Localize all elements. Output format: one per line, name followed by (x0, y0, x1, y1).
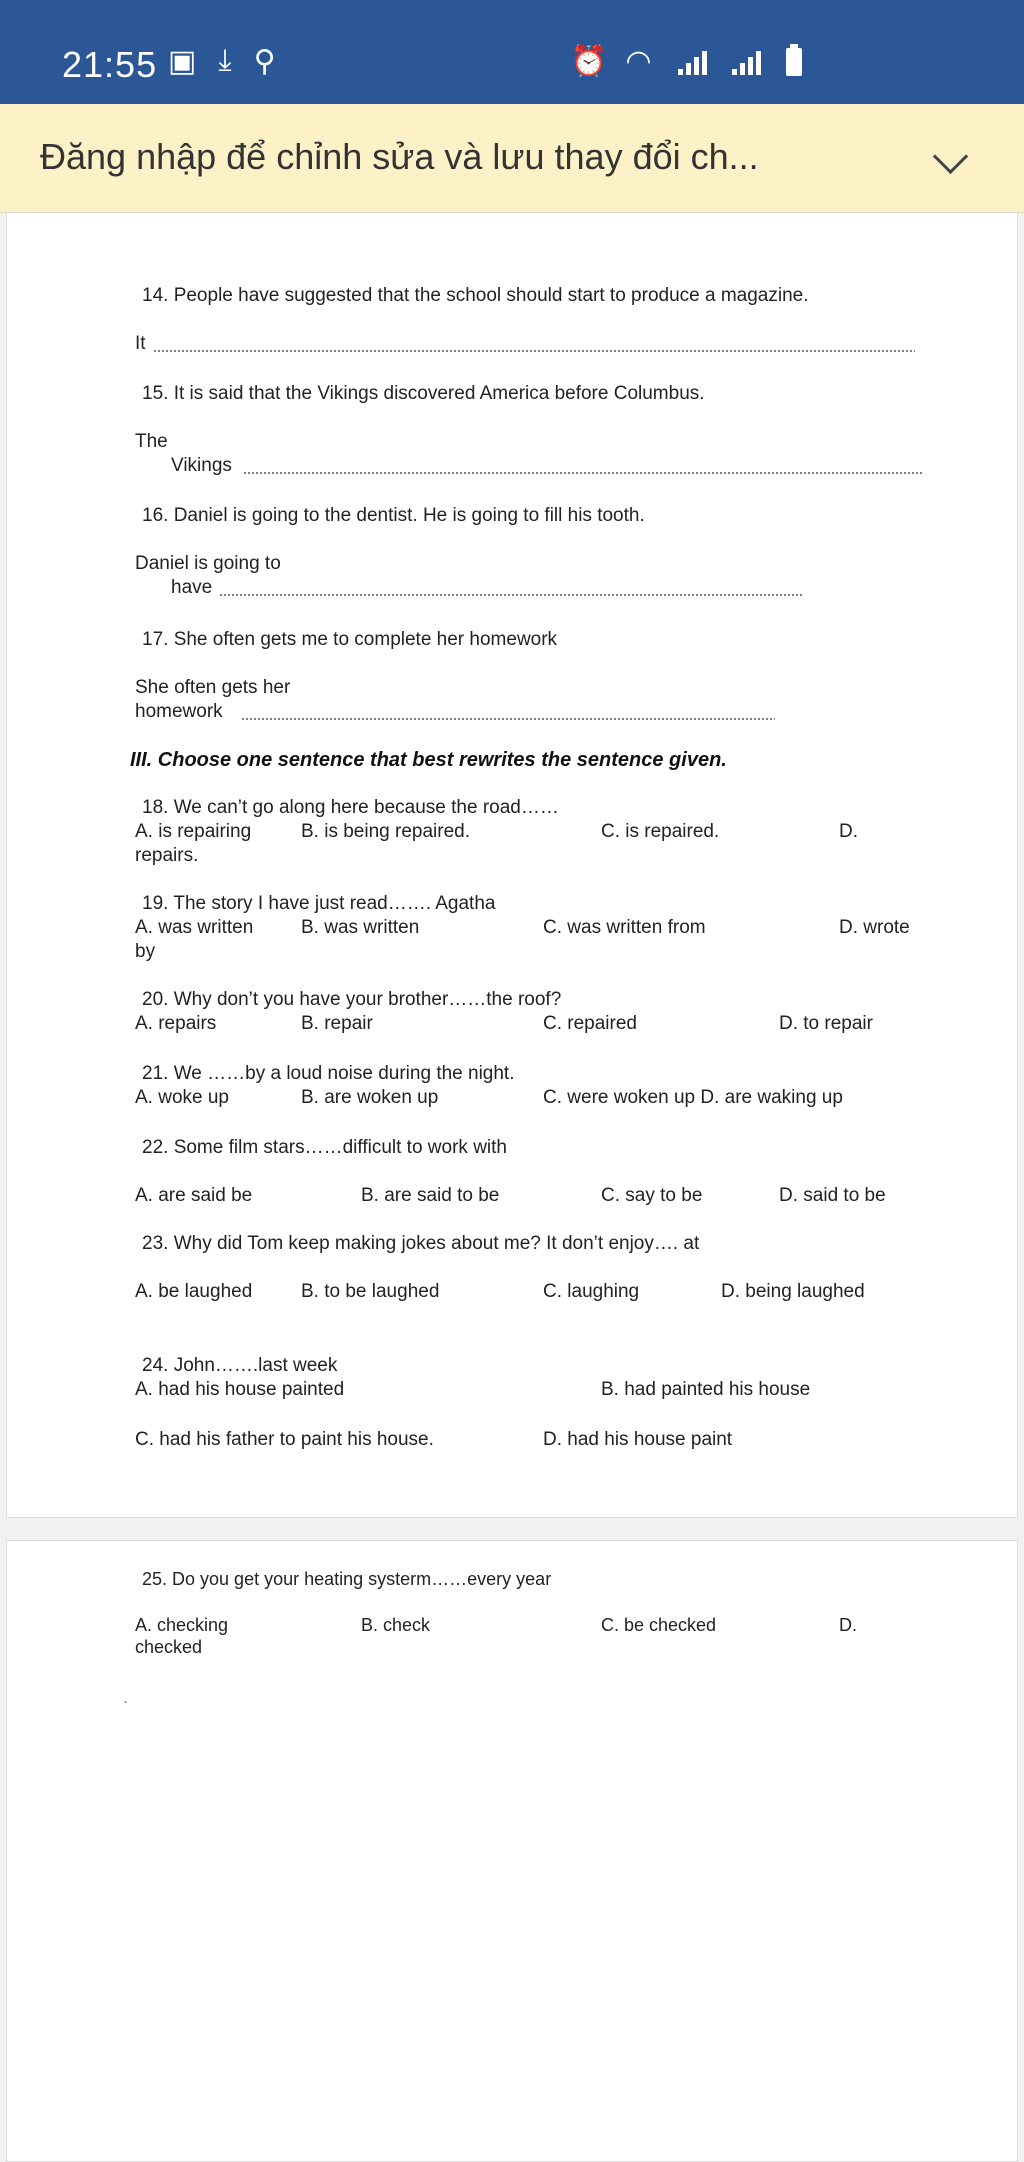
q16-line-2: have (171, 577, 213, 598)
document-page-2 (6, 1540, 1018, 2162)
q23-option-b: B. to be laughed (301, 1281, 440, 1302)
question-16: 16. Daniel is going to the dentist. He is going to fill his tooth. (142, 505, 645, 526)
q24-option-b: B. had painted his house (601, 1379, 811, 1400)
question-21: 21. We ……by a loud noise during the night. (142, 1063, 515, 1084)
q18-option-d-cont: repairs. (135, 845, 199, 866)
q14-answer-prefix: It (135, 333, 146, 354)
q23-option-c: C. laughing (543, 1281, 640, 1302)
q19-option-b: B. was written (301, 917, 420, 938)
q23-option-a: A. be laughed (135, 1281, 253, 1302)
q22-option-a: A. are said be (135, 1185, 253, 1206)
q25-option-d: D. (839, 1615, 857, 1635)
q20-option-a: A. repairs (135, 1013, 217, 1034)
banner-message: Đăng nhập để chỉnh sửa và lưu thay đổi ch... (40, 136, 759, 177)
alarm-icon: ⏰ (570, 45, 608, 78)
document-page-1 (6, 212, 1018, 1518)
q19-option-d: D. wrote (839, 917, 910, 938)
answer-line (219, 594, 803, 596)
question-17: 17. She often gets me to complete her homework (142, 629, 558, 650)
q18-option-a: A. is repairing (135, 821, 252, 842)
answer-line (241, 718, 775, 720)
question-23: 23. Why did Tom keep making jokes about me? It don’t enjoy…. at (142, 1233, 700, 1254)
q18-option-d: D. (839, 821, 858, 842)
q20-option-c: C. repaired (543, 1013, 637, 1034)
question-15: 15. It is said that the Vikings discovered America before Columbus. (142, 383, 705, 404)
q19-option-a: A. was written (135, 917, 254, 938)
q22-option-d: D. said to be (779, 1185, 886, 1206)
answer-line (153, 350, 915, 352)
q15-line-1: The (135, 431, 168, 452)
question-22: 22. Some film stars……difficult to work with (142, 1137, 507, 1158)
q21-option-a: A. woke up (135, 1087, 229, 1108)
q22-option-b: B. are said to be (361, 1185, 500, 1206)
q17-line-2: homework (135, 701, 223, 722)
q15-line-2: Vikings (171, 455, 232, 476)
question-25: 25. Do you get your heating systerm……every year (142, 1569, 552, 1589)
q25-option-b: B. check (361, 1615, 431, 1635)
section-heading: III. Choose one sentence that best rewrites the sentence given. (130, 749, 727, 771)
signal-icon (728, 49, 768, 75)
question-18: 18. We can’t go along here because the road…… (142, 797, 559, 818)
q18-option-c: C. is repaired. (601, 821, 720, 842)
q19-option-c: C. was written from (543, 917, 706, 938)
wifi-icon: ◠ (625, 45, 652, 78)
question-24: 24. John…….last week (142, 1355, 338, 1376)
question-14: 14. People have suggested that the school should start to produce a magazine. (142, 285, 809, 306)
q25-option-a: A. checking (135, 1615, 229, 1635)
download-done-icon: ⤓ (218, 44, 232, 77)
question-20: 20. Why don’t you have your brother……the roof? (142, 989, 562, 1010)
q21-option-c-d: C. were woken up D. are waking up (543, 1087, 843, 1108)
usb-icon: ⚲ (253, 45, 276, 78)
q22-option-c: C. say to be (601, 1185, 703, 1206)
status-bar (0, 0, 1024, 104)
q25-option-c: C. be checked (601, 1615, 717, 1635)
q21-option-b: B. are woken up (301, 1087, 439, 1108)
battery-icon (786, 48, 802, 76)
q24-option-d: D. had his house paint (543, 1429, 733, 1450)
q18-option-b: B. is being repaired. (301, 821, 470, 842)
q16-line-1: Daniel is going to (135, 553, 281, 574)
q24-option-c: C. had his father to paint his house. (135, 1429, 434, 1450)
stray-mark: . (123, 1687, 129, 1707)
question-19: 19. The story I have just read……. Agatha (142, 893, 496, 914)
q25-option-a-cont: checked (135, 1637, 203, 1657)
login-banner[interactable] (0, 104, 1024, 213)
status-time: 21:55 (62, 44, 158, 85)
q20-option-d: D. to repair (779, 1013, 873, 1034)
q19-option-a-cont: by (135, 941, 156, 962)
answer-line (243, 472, 923, 474)
q24-option-a: A. had his house painted (135, 1379, 345, 1400)
image-icon: ▣ (168, 45, 197, 78)
q20-option-b: B. repair (301, 1013, 373, 1034)
q23-option-d: D. being laughed (721, 1281, 865, 1302)
signal-icon (670, 49, 710, 75)
q17-line-1: She often gets her (135, 677, 291, 698)
chevron-down-icon[interactable] (933, 139, 968, 174)
